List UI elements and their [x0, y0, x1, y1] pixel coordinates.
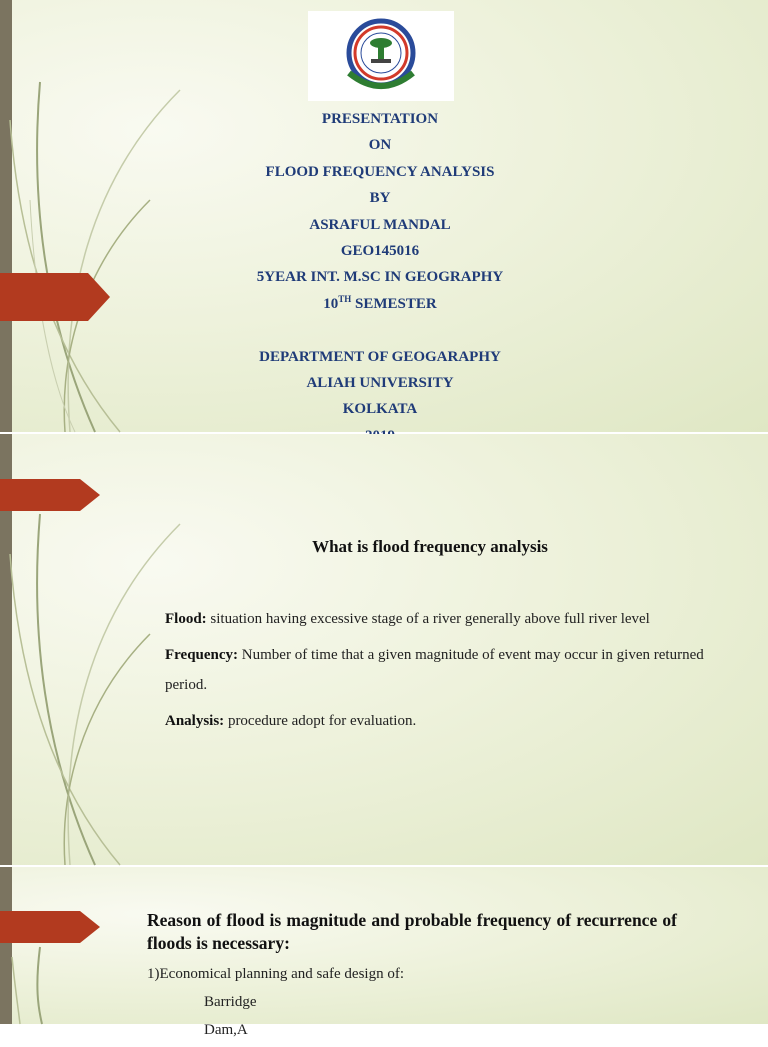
list-item: 1)Economical planning and safe design of:: [147, 966, 405, 982]
side-bar: [0, 867, 12, 1024]
spacer: [180, 317, 580, 343]
slide-title: [0, 0, 768, 432]
reason-list: [147, 963, 687, 1047]
definition-item: Analysis: procedure adopt for evaluation.: [165, 713, 417, 729]
title-line: PRESENTATION: [321, 111, 439, 127]
slide-heading: Reason of flood is magnitude and probable frequency of recurrence of floods is necessary:: [147, 910, 677, 953]
semester: 10TH SEMESTER: [323, 293, 437, 312]
title-line: BY: [369, 190, 391, 207]
university-logo: [308, 11, 454, 101]
arrow-tab: [0, 479, 100, 511]
arrow-tab: [0, 273, 110, 321]
definition-item: Frequency: Number of time that a given magnitude of event may occur in given returned period.: [165, 647, 704, 693]
author-name: ASRAFUL MANDAL: [309, 216, 451, 233]
definition-list: [165, 604, 705, 742]
slide-reason: [0, 867, 768, 1038]
city: KOLKATA: [342, 401, 418, 418]
slide-heading: What is flood frequency analysis: [312, 537, 548, 556]
sub-list-item: Barridge: [204, 994, 257, 1010]
definition-item: Flood: situation having excessive stage of a river generally above full river level: [165, 611, 650, 627]
side-bar: [0, 0, 12, 432]
university: ALIAH UNIVERSITY: [306, 374, 454, 391]
arrow-tab: [0, 911, 100, 943]
title-line: FLOOD FREQUENCY ANALYSIS: [265, 163, 495, 180]
title-text-block: [180, 106, 580, 449]
sub-list-item: Dam,A: [204, 1022, 248, 1038]
seal-icon: [331, 15, 431, 97]
decorative-swirl: [0, 0, 200, 432]
title-line: ON: [368, 137, 392, 154]
course-name: 5YEAR INT. M.SC IN GEOGRAPHY: [256, 269, 504, 286]
roll-number: GEO145016: [340, 242, 420, 259]
slide-definition: [0, 434, 768, 865]
department: DEPARTMENT OF GEOGARAPHY: [259, 348, 501, 365]
